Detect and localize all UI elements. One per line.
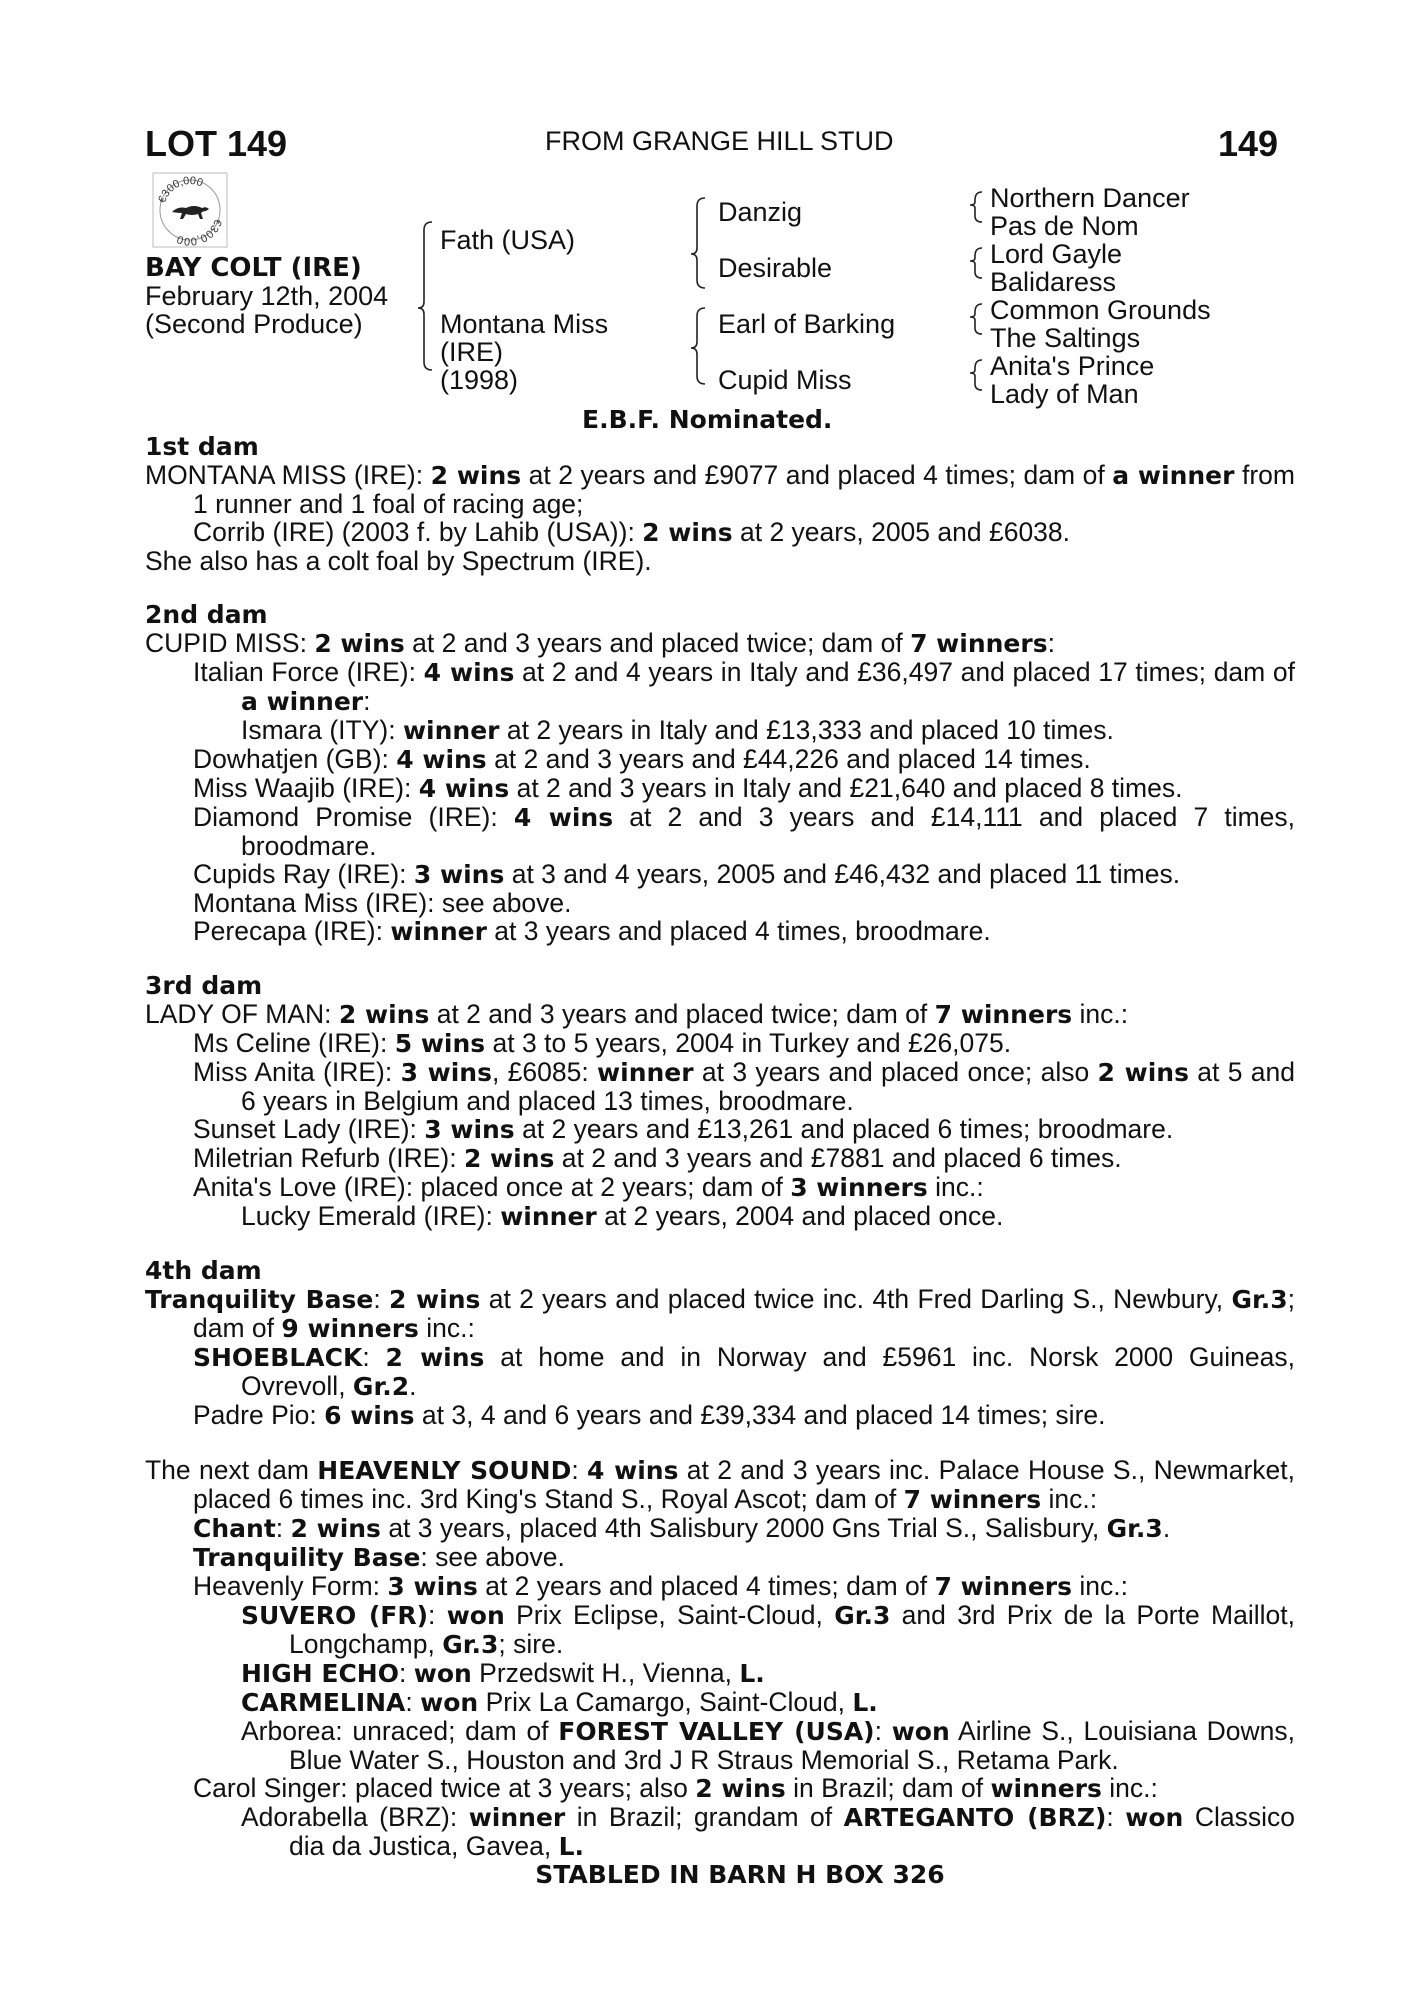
- lot-number: 149: [1218, 123, 1279, 164]
- section-heading: 1st dam: [145, 432, 259, 461]
- text-run: and 3rd Prix de la Porte Maillot, Longchamp,: [289, 1600, 1295, 1659]
- text-run: Padre Pio:: [193, 1400, 325, 1430]
- text-run: :: [362, 1342, 386, 1372]
- bold-text: FOREST VALLEY (USA): [558, 1717, 875, 1746]
- text-run: Prix La Camargo, Saint-Cloud,: [478, 1687, 853, 1717]
- bold-text: L.: [852, 1688, 878, 1717]
- sire-dam: Desirable: [718, 253, 833, 283]
- record-line: [145, 1717, 1295, 1774]
- text-run: Anita's Love (IRE): placed once at 2 years; dam of: [193, 1172, 791, 1202]
- text-run: LADY OF MAN:: [145, 999, 339, 1029]
- text-run: at 2 and 3 years and placed twice; dam of: [404, 628, 911, 658]
- text-run: at 5 and 6 years in Belgium and placed 13 times, broodmare.: [241, 1057, 1295, 1116]
- text-run: ; dam of: [193, 1284, 1295, 1343]
- bold-text: Gr.2: [352, 1372, 410, 1401]
- text-run: at 3 to 5 years, 2004 in Turkey and £26,075.: [485, 1028, 1012, 1058]
- record-line: [145, 547, 1295, 575]
- record-line: [145, 1659, 1295, 1688]
- text-run: at 2 years and £9077 and placed 4 times; dam of: [521, 460, 1113, 490]
- text-run: :: [1047, 628, 1055, 658]
- text-run: at 2 years and placed twice inc. 4th Fred Darling S., Newbury,: [480, 1284, 1232, 1314]
- bold-text: Gr.3: [1231, 1285, 1288, 1314]
- bold-text: 2 wins: [1097, 1058, 1189, 1087]
- ggparent-7: Anita's Prince: [990, 351, 1155, 381]
- text-run: :: [571, 1455, 588, 1485]
- record-line: [145, 1029, 1295, 1058]
- record-line: [145, 629, 1295, 658]
- text-run: Arborea: unraced; dam of: [241, 1716, 559, 1746]
- bold-text: 4 wins: [418, 774, 510, 803]
- dam-year: (1998): [440, 365, 519, 395]
- record-line: [145, 1803, 1295, 1861]
- section-heading: 2nd dam: [145, 600, 268, 629]
- dam-section: [145, 601, 1295, 946]
- text-run: at 3, 4 and 6 years and £39,334 and placed 14 times; sire.: [414, 1400, 1106, 1430]
- ggparent-8: Lady of Man: [990, 379, 1139, 409]
- text-run: at 2 and 3 years and £44,226 and placed 14 times.: [486, 744, 1091, 774]
- text-run: at 2 and 3 years and £7881 and placed 6 times.: [554, 1143, 1122, 1173]
- produce-note: (Second Produce): [145, 309, 363, 339]
- dam-section: [145, 433, 1295, 575]
- record-line: [145, 1115, 1295, 1144]
- text-run: inc.:: [1101, 1773, 1158, 1803]
- text-run: Perecapa (IRE):: [193, 916, 391, 946]
- bold-text: 3 wins: [387, 1572, 478, 1601]
- dam-dam: Cupid Miss: [718, 365, 852, 395]
- record-line: [145, 917, 1295, 946]
- record-line: [145, 1173, 1295, 1202]
- bold-text: SUVERO (FR): [241, 1601, 429, 1630]
- text-run: at home and in Norway and £5961 inc. Norsk 2000 Guineas, Ovrevoll,: [241, 1342, 1295, 1401]
- record-line: [145, 461, 1295, 518]
- text-run: in Brazil; dam of: [785, 1773, 991, 1803]
- bold-text: won: [413, 1659, 472, 1688]
- text-run: :: [363, 686, 371, 716]
- bold-text: 7 winners: [934, 1000, 1073, 1029]
- stabled-location: STABLED IN BARN H BOX 326: [535, 1860, 945, 1889]
- text-run: Cupids Ray (IRE):: [193, 859, 414, 889]
- text-run: at 2 and 4 years in Italy and £36,497 and placed 17 times; dam of: [514, 657, 1295, 687]
- text-run: : see above.: [420, 1542, 565, 1572]
- text-run: .: [1162, 1513, 1171, 1543]
- bold-text: 2 wins: [389, 1285, 481, 1314]
- ggparent-5: Common Grounds: [990, 295, 1211, 325]
- bold-text: Gr.3: [834, 1601, 891, 1630]
- record-line: [145, 658, 1295, 716]
- bold-text: 3 winners: [790, 1173, 928, 1202]
- dam-section: [145, 1456, 1295, 1861]
- bold-text: won: [420, 1688, 479, 1717]
- bold-text: 7 winners: [934, 1572, 1073, 1601]
- bold-text: ARTEGANTO (BRZ): [843, 1803, 1107, 1832]
- section-heading: 4th dam: [145, 1256, 262, 1285]
- text-run: at 2 years in Italy and £13,333 and placed 10 times.: [499, 715, 1114, 745]
- text-run: ; sire.: [498, 1629, 564, 1659]
- text-run: :: [275, 1513, 291, 1543]
- seal-text-top: €300,000: [156, 174, 205, 205]
- bold-text: 2 wins: [290, 1514, 381, 1543]
- record-line: [145, 1343, 1295, 1401]
- bold-text: 2 wins: [430, 461, 522, 490]
- text-run: at 2 years, 2005 and £6038.: [732, 517, 1071, 547]
- bold-text: won: [1125, 1803, 1184, 1832]
- bold-text: 2 wins: [463, 1144, 555, 1173]
- bold-text: won: [891, 1717, 950, 1746]
- text-run: Lucky Emerald (IRE):: [241, 1201, 501, 1231]
- record-line: [145, 1202, 1295, 1231]
- text-run: Miss Waajib (IRE):: [193, 773, 419, 803]
- bold-text: CARMELINA: [241, 1688, 406, 1717]
- pedigree-brackets: [0, 0, 1428, 420]
- ggparent-3: Lord Gayle: [990, 239, 1123, 269]
- bold-text: 2 wins: [385, 1343, 485, 1372]
- text-run: Dowhatjen (GB):: [193, 744, 397, 774]
- text-run: Miss Anita (IRE):: [193, 1057, 401, 1087]
- bold-text: 3 wins: [400, 1058, 492, 1087]
- dam-section: [145, 1257, 1295, 1430]
- record-line: [145, 1543, 1295, 1572]
- text-run: inc.:: [927, 1172, 984, 1202]
- bold-text: 7 winners: [910, 629, 1048, 658]
- text-run: Heavenly Form:: [193, 1571, 388, 1601]
- text-run: Adorabella (BRZ):: [241, 1802, 469, 1832]
- bold-text: 4 wins: [423, 658, 515, 687]
- text-run: Italian Force (IRE):: [193, 657, 424, 687]
- text-run: MONTANA MISS (IRE):: [145, 460, 431, 490]
- record-line: [145, 1456, 1295, 1514]
- record-line: [145, 1572, 1295, 1601]
- record-line: [145, 1401, 1295, 1430]
- text-run: .: [409, 1371, 417, 1401]
- text-run: inc.:: [1072, 1571, 1128, 1601]
- ggparent-4: Balidaress: [990, 267, 1117, 297]
- bold-text: L.: [558, 1832, 585, 1861]
- lot-label: LOT 149: [145, 123, 288, 164]
- text-run: at 3 years and placed once; also: [693, 1057, 1098, 1087]
- record-line: [145, 860, 1295, 889]
- record-line: [145, 1144, 1295, 1173]
- text-run: Ms Celine (IRE):: [193, 1028, 395, 1058]
- text-run: Miletrian Refurb (IRE):: [193, 1143, 464, 1173]
- text-run: at 2 years and placed 4 times; dam of: [477, 1571, 935, 1601]
- bold-text: Tranquility Base: [193, 1543, 421, 1572]
- text-run: Corrib (IRE) (2003 f. by Lahib (USA)):: [193, 517, 643, 547]
- text-run: at 2 and 3 years and placed twice; dam of: [429, 999, 935, 1029]
- text-run: :: [874, 1716, 892, 1746]
- record-line: [145, 774, 1295, 803]
- record-line: [145, 1000, 1295, 1029]
- text-run: in Brazil; grandam of: [565, 1802, 844, 1832]
- dam-sire: Earl of Barking: [718, 309, 896, 339]
- record-line: [145, 1285, 1295, 1343]
- bold-text: L.: [739, 1659, 765, 1688]
- bold-text: HIGH ECHO: [241, 1659, 399, 1688]
- bold-text: Gr.3: [442, 1630, 499, 1659]
- section-heading: 3rd dam: [145, 971, 263, 1000]
- seal-text-bottom: €300,000: [175, 217, 224, 248]
- sire: Fath (USA): [440, 225, 576, 255]
- bold-text: 2 wins: [695, 1774, 786, 1803]
- bold-text: HEAVENLY SOUND: [317, 1456, 572, 1485]
- bold-text: 7 winners: [903, 1485, 1042, 1514]
- text-run: The next dam: [145, 1455, 318, 1485]
- text-run: , £6085:: [491, 1057, 598, 1087]
- text-run: at 2 and 3 years and £14,111 and placed 7 times, broodmare.: [241, 802, 1296, 861]
- ggparent-1: Northern Dancer: [990, 183, 1190, 213]
- bold-text: winner: [468, 1803, 566, 1832]
- text-run: inc.:: [1072, 999, 1129, 1029]
- bold-text: Tranquility Base: [145, 1285, 374, 1314]
- record-line: [145, 803, 1295, 860]
- bold-text: a winner: [241, 687, 364, 716]
- text-run: :: [373, 1284, 390, 1314]
- text-run: Diamond Promise (IRE):: [193, 802, 514, 832]
- bold-text: 6 wins: [324, 1401, 415, 1430]
- text-run: She also has a colt foal by Spectrum (IRE).: [145, 546, 652, 576]
- bold-text: 4 wins: [396, 745, 487, 774]
- bold-text: winner: [402, 716, 500, 745]
- text-run: CUPID MISS:: [145, 628, 315, 658]
- bold-text: 2 wins: [642, 518, 733, 547]
- text-run: at 2 years, 2004 and placed once.: [596, 1201, 1004, 1231]
- bold-text: 4 wins: [587, 1456, 679, 1485]
- consignor: FROM GRANGE HILL STUD: [545, 126, 894, 156]
- text-run: inc.:: [1041, 1484, 1098, 1514]
- text-run: Classico dia da Justica, Gavea,: [289, 1802, 1295, 1861]
- text-run: Przedswit H., Vienna,: [471, 1658, 740, 1688]
- bold-text: 2 wins: [314, 629, 405, 658]
- bold-text: 2 wins: [338, 1000, 430, 1029]
- bold-text: a winner: [1112, 461, 1235, 490]
- text-run: :: [428, 1600, 447, 1630]
- text-run: :: [398, 1658, 414, 1688]
- bold-text: Chant: [193, 1514, 276, 1543]
- record-line: [145, 1601, 1295, 1659]
- ggparent-2: Pas de Nom: [990, 211, 1139, 241]
- foaled-date: February 12th, 2004: [145, 281, 389, 311]
- bold-text: 5 wins: [394, 1029, 486, 1058]
- ggparent-6: The Saltings: [990, 323, 1141, 353]
- dam-section: [145, 972, 1295, 1231]
- record-line: [145, 1688, 1295, 1717]
- text-run: Montana Miss (IRE): see above.: [193, 888, 572, 918]
- text-run: at 2 and 3 years in Italy and £21,640 and placed 8 times.: [509, 773, 1183, 803]
- bold-text: winners: [990, 1774, 1102, 1803]
- text-run: inc.:: [418, 1313, 475, 1343]
- text-run: at 3 years and placed 4 times, broodmare.: [486, 916, 991, 946]
- dam-country: (IRE): [440, 337, 503, 367]
- dam: Montana Miss: [440, 309, 609, 339]
- record-line: [145, 518, 1295, 547]
- text-run: Airline S., Louisiana Downs, Blue Water S., Houston and 3rd J R Straus Memorial S., Retama Park.: [289, 1716, 1296, 1775]
- record-line: [145, 745, 1295, 774]
- record-line: [145, 889, 1295, 917]
- text-run: :: [1106, 1802, 1126, 1832]
- text-run: from 1 runner and 1 foal of racing age;: [193, 460, 1295, 519]
- bold-text: winner: [390, 917, 487, 946]
- bold-text: won: [446, 1601, 505, 1630]
- text-run: at 3 and 4 years, 2005 and £46,432 and placed 11 times.: [504, 859, 1181, 889]
- record-line: [145, 716, 1295, 745]
- text-run: Prix Eclipse, Saint-Cloud,: [504, 1600, 835, 1630]
- text-run: :: [405, 1687, 421, 1717]
- bold-text: 4 wins: [513, 803, 614, 832]
- text-run: at 2 years and £13,261 and placed 6 times; broodmare.: [514, 1114, 1174, 1144]
- record-line: [145, 1774, 1295, 1803]
- catalogue-body: [145, 433, 1295, 1889]
- bold-text: 3 wins: [424, 1115, 515, 1144]
- bold-text: winner: [500, 1202, 597, 1231]
- bold-text: SHOEBLACK: [193, 1343, 363, 1372]
- bold-text: winner: [597, 1058, 694, 1087]
- bold-text: 3 wins: [413, 860, 505, 889]
- text-run: Carol Singer: placed twice at 3 years; also: [193, 1773, 696, 1803]
- text-run: at 3 years, placed 4th Salisbury 2000 Gns Trial S., Salisbury,: [380, 1513, 1107, 1543]
- sire-sire: Danzig: [718, 197, 803, 227]
- bold-text: Gr.3: [1106, 1514, 1163, 1543]
- record-line: [145, 1514, 1295, 1543]
- horse-name: BAY COLT (IRE): [145, 253, 362, 283]
- bold-text: 9 winners: [281, 1314, 419, 1343]
- text-run: at 2 and 3 years inc. Palace House S., Newmarket, placed 6 times inc. 3rd King's Stand S., Royal Ascot; dam of: [193, 1455, 1295, 1514]
- text-run: Ismara (ITY):: [241, 715, 403, 745]
- ebf-nominated: E.B.F. Nominated.: [582, 405, 833, 434]
- record-line: [145, 1058, 1295, 1115]
- text-run: Sunset Lady (IRE):: [193, 1114, 425, 1144]
